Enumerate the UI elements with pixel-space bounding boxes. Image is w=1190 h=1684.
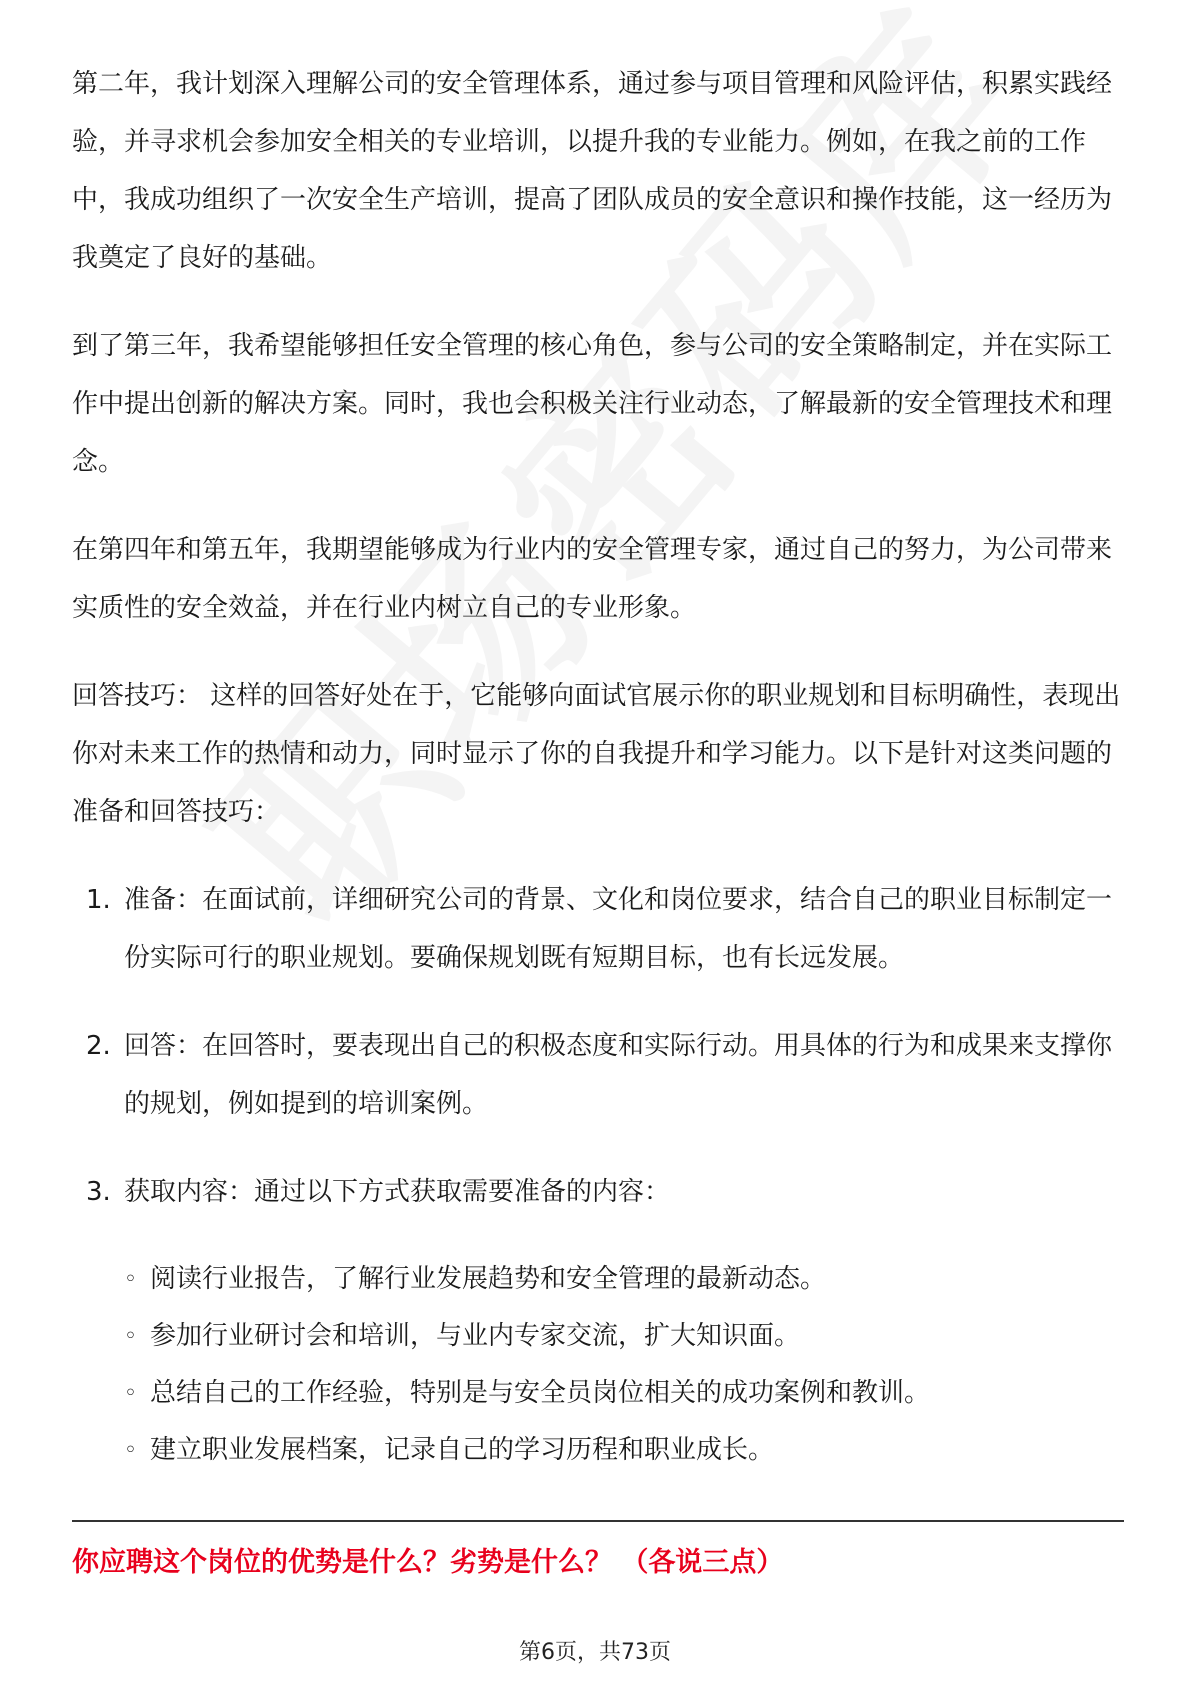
document-body — [72, 55, 1132, 1509]
list-item-gather-content — [72, 1163, 1132, 1479]
sub-list-item — [124, 1365, 1132, 1422]
sub-list-item — [124, 1251, 1132, 1308]
bullet-icon: ◦ — [124, 1324, 137, 1349]
list-item-text: 回答：在回答时，要表现出自己的积极态度和实际行动。用具体的行为和成果来支撑你的规划，例如提到的培训案例。 — [124, 1031, 1113, 1119]
next-question-heading: 你应聘这个岗位的优势是什么？劣势是什么？ （各说三点） — [72, 1547, 784, 1578]
bullet-icon: ◦ — [124, 1267, 137, 1292]
paragraph-answer-tips: 回答技巧： 这样的回答好处在于，它能够向面试官展示你的职业规划和目标明确性，表现出你对未来工作的热情和动力，同时显示了你的自我提升和学习能力。以下是针对这类问题的准备和回答技巧： — [72, 681, 1121, 827]
sub-list-item — [124, 1308, 1132, 1365]
sub-list-item-text: 建立职业发展档案，记录自己的学习历程和职业成长。 — [150, 1435, 775, 1465]
list-item-text: 获取内容：通过以下方式获取需要准备的内容： — [124, 1177, 671, 1207]
paragraph-year-three: 到了第三年，我希望能够担任安全管理的核心角色，参与公司的安全策略制定，并在实际工作中提出创新的解决方案。同时，我也会积极关注行业动态，了解最新的安全管理技术和理念。 — [72, 331, 1113, 477]
list-number: 3. — [86, 1177, 111, 1207]
bullet-icon: ◦ — [124, 1381, 137, 1406]
section-divider — [72, 1520, 1124, 1522]
list-item-prepare — [72, 871, 1132, 987]
paragraph-year-two: 第二年，我计划深入理解公司的安全管理体系，通过参与项目管理和风险评估，积累实践经验，并寻求机会参加安全相关的专业培训，以提升我的专业能力。例如，在我之前的工作中，我成功组织了一次安全生产培训，提高了团队成员的安全意识和操作技能，这一经历为我奠定了良好的基础。 — [72, 69, 1113, 273]
bullet-icon: ◦ — [124, 1438, 137, 1463]
sub-list — [124, 1251, 1132, 1479]
sub-list-item-text: 参加行业研讨会和培训，与业内专家交流，扩大知识面。 — [150, 1321, 801, 1351]
page-number-footer: 第6页，共73页 — [519, 1640, 671, 1665]
list-number: 2. — [86, 1031, 111, 1061]
sub-list-item-text: 总结自己的工作经验，特别是与安全员岗位相关的成功案例和教训。 — [150, 1378, 931, 1408]
tips-list — [72, 871, 1132, 1479]
list-item-answer — [72, 1017, 1132, 1133]
paragraph-year-four-five: 在第四年和第五年，我期望能够成为行业内的安全管理专家，通过自己的努力，为公司带来实质性的安全效益，并在行业内树立自己的专业形象。 — [72, 535, 1113, 623]
sub-list-item-text: 阅读行业报告，了解行业发展趋势和安全管理的最新动态。 — [150, 1264, 827, 1294]
list-number: 1. — [86, 885, 111, 915]
list-item-text: 准备：在面试前，详细研究公司的背景、文化和岗位要求，结合自己的职业目标制定一份实际可行的职业规划。要确保规划既有短期目标，也有长远发展。 — [124, 885, 1113, 973]
sub-list-item — [124, 1422, 1132, 1479]
